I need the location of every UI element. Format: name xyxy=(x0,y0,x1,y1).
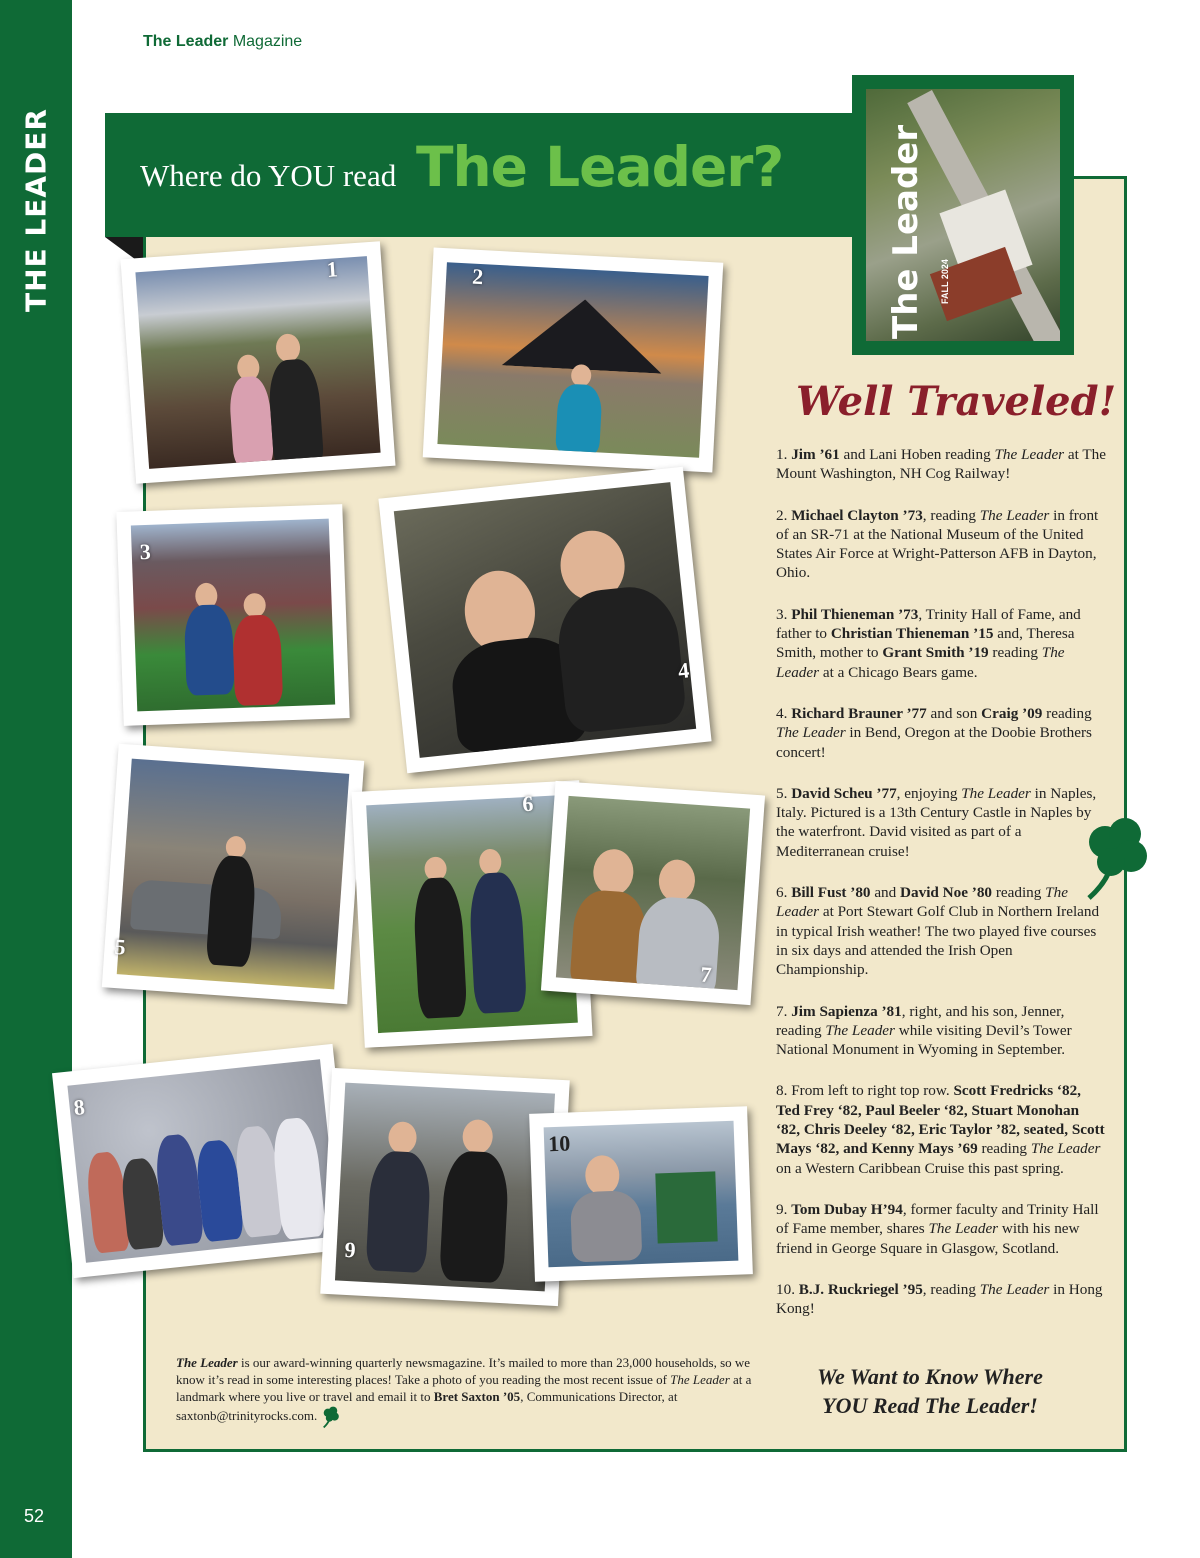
caption: 10. B.J. Ruckriegel ’95, reading The Leader in Hong Kong! xyxy=(776,1280,1103,1318)
photo-number: 7 xyxy=(699,961,713,988)
footnote: The Leader is our award-winning quarterly newsmagazine. It’s mailed to more than 23,000 households, so we know it’s read in some interesting places! Take a photo of you reading the most recent issue of The Leader at a landmark where you live or travel and email it to Bret Saxton ’05, Communications Director, at saxtonb@trinityrocks.com. xyxy=(176,1354,761,1429)
caption: 9. Tom Dubay H’94, former faculty and Trinity Hall of Fame member, shares The Leader with his new friend in George Square in Glasgow, Scotland. xyxy=(776,1200,1099,1257)
caption: 7. Jim Sapienza ’81, right, and his son, Jenner, reading The Leader while visiting Devil’s Tower National Monument in Wyoming in September. xyxy=(776,1002,1072,1059)
photo-3 xyxy=(116,504,349,726)
photo-number: 3 xyxy=(139,538,152,565)
photo-1 xyxy=(120,241,395,484)
caption: 4. Richard Brauner ’77 and son Craig ’09 reading The Leader in Bend, Oregon at the Doobie Brothers concert! xyxy=(776,704,1092,761)
caption: 1. Jim ’61 and Lani Hoben reading The Leader at The Mount Washington, NH Cog Railway! xyxy=(776,446,1106,483)
caption: 2. Michael Clayton ’73, reading The Leader in front of an SR-71 at the National Museum of the United States Air Force at Wright-Patterson AFB in Dayton, Ohio. xyxy=(776,506,1099,582)
photo-number: 10 xyxy=(547,1130,571,1157)
sidebar xyxy=(0,0,72,1558)
cover-image xyxy=(866,89,1060,341)
shamrock-icon xyxy=(1075,812,1159,904)
call-to-action: We Want to Know Where YOU Read The Leader! xyxy=(817,1364,1043,1418)
photo-number: 5 xyxy=(113,933,127,960)
photo-10 xyxy=(529,1106,753,1282)
photo-8 xyxy=(52,1044,357,1278)
magazine-cover xyxy=(852,75,1074,355)
caption: 5. David Scheu ’77, enjoying The Leader in Naples, Italy. Pictured is a 13th Century Castle in Naples by the waterfront. David visited as part of a Mediterranean cruise! xyxy=(776,784,1097,860)
masthead-brand: The Leader xyxy=(143,33,229,50)
shamrock-icon xyxy=(320,1405,342,1429)
masthead-suffix: Magazine xyxy=(232,33,303,50)
photo-number: 4 xyxy=(676,657,691,684)
caption: 8. From left to right top row. Scott Fredricks ‘82, Ted Frey ‘82, Paul Beeler ‘82, Stuart Monohan ‘82, Chris Deeley ‘82, Eric Taylor ’82, seated, Scott Mays ‘82, and Kenny Mays ’69 reading The Leader on a Western Caribbean Cruise this past spring. xyxy=(776,1082,1105,1177)
caption-list xyxy=(776,445,1106,1340)
caption: 6. Bill Fust ’80 and David Noe ’80 reading The Leader at Port Stewart Golf Club in Northern Ireland in typical Irish weather! The two played five courses in six days and attended the Irish Open Championship. xyxy=(776,884,1100,979)
sidebar-label: THE LEADER xyxy=(19,108,53,312)
banner-question: Where do YOU read xyxy=(140,158,397,193)
photo-number: 8 xyxy=(72,1094,86,1121)
photo-number: 2 xyxy=(471,263,484,290)
photo-4 xyxy=(378,467,711,773)
photo-number: 6 xyxy=(521,790,534,817)
masthead xyxy=(143,33,302,51)
cover-season: FALL 2024 xyxy=(940,259,950,304)
page-number: 52 xyxy=(24,1506,45,1526)
section-heading: Well Traveled! xyxy=(796,378,1117,425)
photo-number: 9 xyxy=(343,1236,357,1263)
banner-title: The Leader? xyxy=(416,135,784,199)
cover-title: The Leader xyxy=(886,124,926,339)
photo-number: 1 xyxy=(325,256,339,282)
photo-5 xyxy=(102,744,364,1005)
photo-2 xyxy=(423,248,724,473)
photo-7 xyxy=(541,781,765,1005)
caption: 3. Phil Thieneman ’73, Trinity Hall of Fame, and father to Christian Thieneman ’15 and, Theresa Smith, mother to Grant Smith ’19 reading The Leader at a Chicago Bears game. xyxy=(776,605,1081,681)
